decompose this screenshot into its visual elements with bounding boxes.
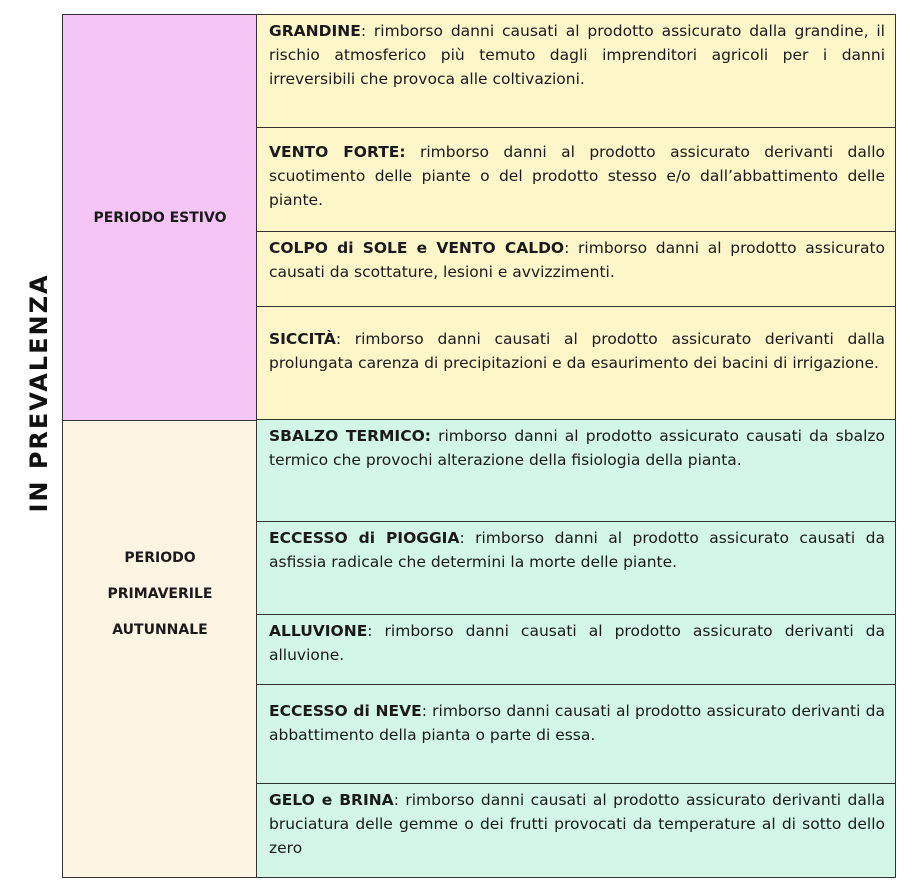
risk-name: GELO e BRINA bbox=[269, 791, 394, 809]
risk-description: : rimborso danni causati al prodotto assicurato derivanti dalla prolungata carenza di precipitazioni e da esaurimento dei bacini di irrigazione. bbox=[269, 330, 885, 372]
risk-row-eccesso-pioggia bbox=[256, 521, 896, 615]
risk-description: : rimborso danni al prodotto assicurato causati da scottature, lesioni e avvizzimenti. bbox=[269, 239, 885, 281]
risk-description: : rimborso danni causati al prodotto assicurato dalla grandine, il rischio atmosferico più temuto dagli imprenditori agricoli per i danni irreversibili che provoca alle coltivazioni. bbox=[269, 22, 885, 88]
period-summer-cell bbox=[62, 14, 258, 422]
period-spring-line-2: PRIMAVERILE bbox=[107, 586, 213, 602]
risk-row-sbalzo-termico bbox=[256, 419, 896, 522]
risk-name: ECCESSO di NEVE bbox=[269, 702, 422, 720]
risk-description: rimborso danni al prodotto assicurato derivanti dallo scuotimento delle piante o del prodotto stesso e/o dall’abbattimento delle piante. bbox=[269, 143, 885, 209]
period-spring-line-1: PERIODO bbox=[124, 550, 196, 566]
risk-name: ALLUVIONE bbox=[269, 622, 368, 640]
risk-description: : rimborso danni causati al prodotto assicurato derivanti da abbattimento della pianta o parte di essa. bbox=[269, 702, 885, 744]
risk-name: ECCESSO di PIOGGIA bbox=[269, 529, 460, 547]
risk-description: rimborso danni al prodotto assicurato causati da sbalzo termico che provochi alterazione della fisiologia della pianta. bbox=[269, 427, 885, 469]
risk-row-alluvione bbox=[256, 614, 896, 685]
risk-description: : rimborso danni al prodotto assicurato causati da asfissia radicale che determini la morte delle piante. bbox=[269, 529, 885, 571]
risk-name: COLPO di SOLE e VENTO CALDO bbox=[269, 239, 565, 257]
period-summer-label: PERIODO ESTIVO bbox=[93, 210, 227, 226]
risk-name: GRANDINE bbox=[269, 22, 361, 40]
side-title-text: IN PREVALENZA bbox=[25, 273, 53, 513]
period-spring-line-3: AUTUNNALE bbox=[112, 622, 208, 638]
risk-row-colpo-di-sole bbox=[256, 231, 896, 307]
risk-name: VENTO FORTE: bbox=[269, 143, 406, 161]
side-title bbox=[14, 248, 64, 538]
table-bottom-border bbox=[62, 877, 896, 878]
risk-row-eccesso-neve bbox=[256, 684, 896, 784]
risk-description: : rimborso danni causati al prodotto assicurato derivanti da alluvione. bbox=[269, 622, 885, 664]
risk-row-siccita bbox=[256, 306, 896, 420]
period-spring-autumn-cell bbox=[62, 420, 258, 878]
risk-row-grandine bbox=[256, 14, 896, 128]
risk-description: : rimborso danni causati al prodotto assicurato derivanti dalla bruciatura delle gemme o dei frutti provocati da temperature al di sotto dello zero bbox=[269, 791, 885, 857]
risk-row-gelo-brina bbox=[256, 783, 896, 878]
risk-name: SICCITÀ bbox=[269, 330, 336, 348]
risk-name: SBALZO TERMICO: bbox=[269, 427, 431, 445]
risk-row-vento-forte bbox=[256, 127, 896, 232]
